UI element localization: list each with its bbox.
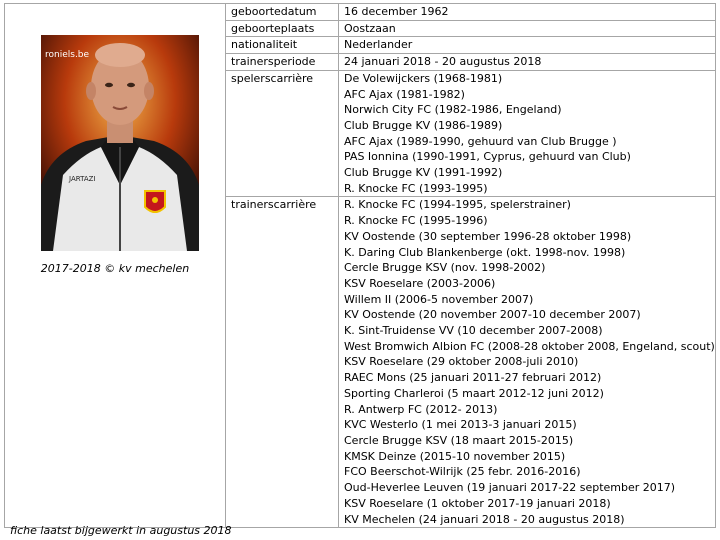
coach-career-item: Willem II (2006-5 november 2007) [344,292,534,306]
coach-career-item: FCO Beerschot-Wilrijk (25 febr. 2016-2016) [344,465,581,479]
last-updated-note: fiche laatst bijgewerkt in augustus 2018 [10,524,232,537]
coach-career-item: Cercle Brugge KSV (18 maart 2015-2015) [344,433,574,447]
coach-career-item: KSV Roeselare (29 oktober 2008-juli 2010) [344,355,579,369]
coach-career-item: KV Oostende (20 november 2007-10 december 2007) [344,308,641,322]
coach-career-item: KMSK Deinze (2015-10 november 2015) [344,449,566,463]
row-birthdate [5,4,716,21]
coach-career-item: Oud-Heverlee Leuven (19 januari 2017-22 september 2017) [344,481,676,495]
player-career-item: Club Brugge KV (1991-1992) [344,166,503,180]
label-birthdate: geboortedatum [226,4,339,21]
value-birthdate: 16 december 1962 [339,4,716,21]
label-coach-career: trainerscarrière [226,197,339,528]
coach-career-item: Sporting Charleroi (5 maart 2012-12 juni 2012) [344,386,604,400]
player-career-item: Norwich City FC (1982-1986, Engeland) [344,103,562,117]
player-career-item: Club Brugge KV (1986-1989) [344,118,503,132]
coach-career-item: K. Sint-Truidense VV (10 december 2007-2008) [344,324,603,338]
coach-career-list [339,197,716,528]
coach-portrait-image [41,35,199,251]
site-text: roniels.be [45,50,90,60]
photo-wrap [5,4,225,527]
label-coach-period: trainersperiode [226,54,339,71]
player-career-item: PAS Ionnina (1990-1991, Cyprus, gehuurd van Club) [344,150,631,164]
coach-career-item: KVC Westerlo (1 mei 2013-3 januari 2015) [344,418,577,432]
coach-photo [41,35,199,251]
label-nationality: nationaliteit [226,37,339,54]
player-career-item: AFC Ajax (1981-1982) [344,87,465,101]
coach-career-item: RAEC Mons (25 januari 2011-27 februari 2012) [344,371,602,385]
player-fiche-table [4,3,716,528]
player-career-item: De Volewijckers (1968-1981) [344,71,503,85]
label-birthplace: geboorteplaats [226,20,339,37]
photo-caption: 2017-2018 © kv mechelen [40,262,190,275]
coach-career-item: KSV Roeselare (1 oktober 2017-19 januari 2018) [344,496,611,510]
coach-career-item: R. Antwerp FC (2012- 2013) [344,402,498,416]
coach-career-item: West Bromwich Albion FC (2008-28 oktober 2008, Engeland, scout) [344,339,715,353]
coach-career-item: KV Mechelen (24 januari 2018 - 20 augustus 2018) [344,512,625,526]
coach-career-item: KSV Roeselare (2003-2006) [344,276,496,290]
value-coach-period: 24 januari 2018 - 20 augustus 2018 [339,54,716,71]
coach-career-item: Cercle Brugge KSV (nov. 1998-2002) [344,261,546,275]
player-career-item: AFC Ajax (1989-1990, gehuurd van Club Brugge ) [344,134,617,148]
value-nationality: Nederlander [339,37,716,54]
value-birthplace: Oostzaan [339,20,716,37]
photo-cell [5,4,226,528]
label-player-career: spelerscarrière [226,70,339,197]
coach-career-item: R. Knocke FC (1995-1996) [344,214,488,228]
jartazi-logo: JARTAZI [69,175,96,183]
player-career-item: R. Knocke FC (1993-1995) [344,181,488,195]
coach-career-item: K. Daring Club Blankenberge (okt. 1998-nov. 1998) [344,245,626,259]
coach-career-item: R. Knocke FC (1994-1995, spelerstrainer) [344,198,571,212]
player-career-list [339,70,716,197]
coach-career-item: KV Oostende (30 september 1996-28 oktober 1998) [344,229,632,243]
